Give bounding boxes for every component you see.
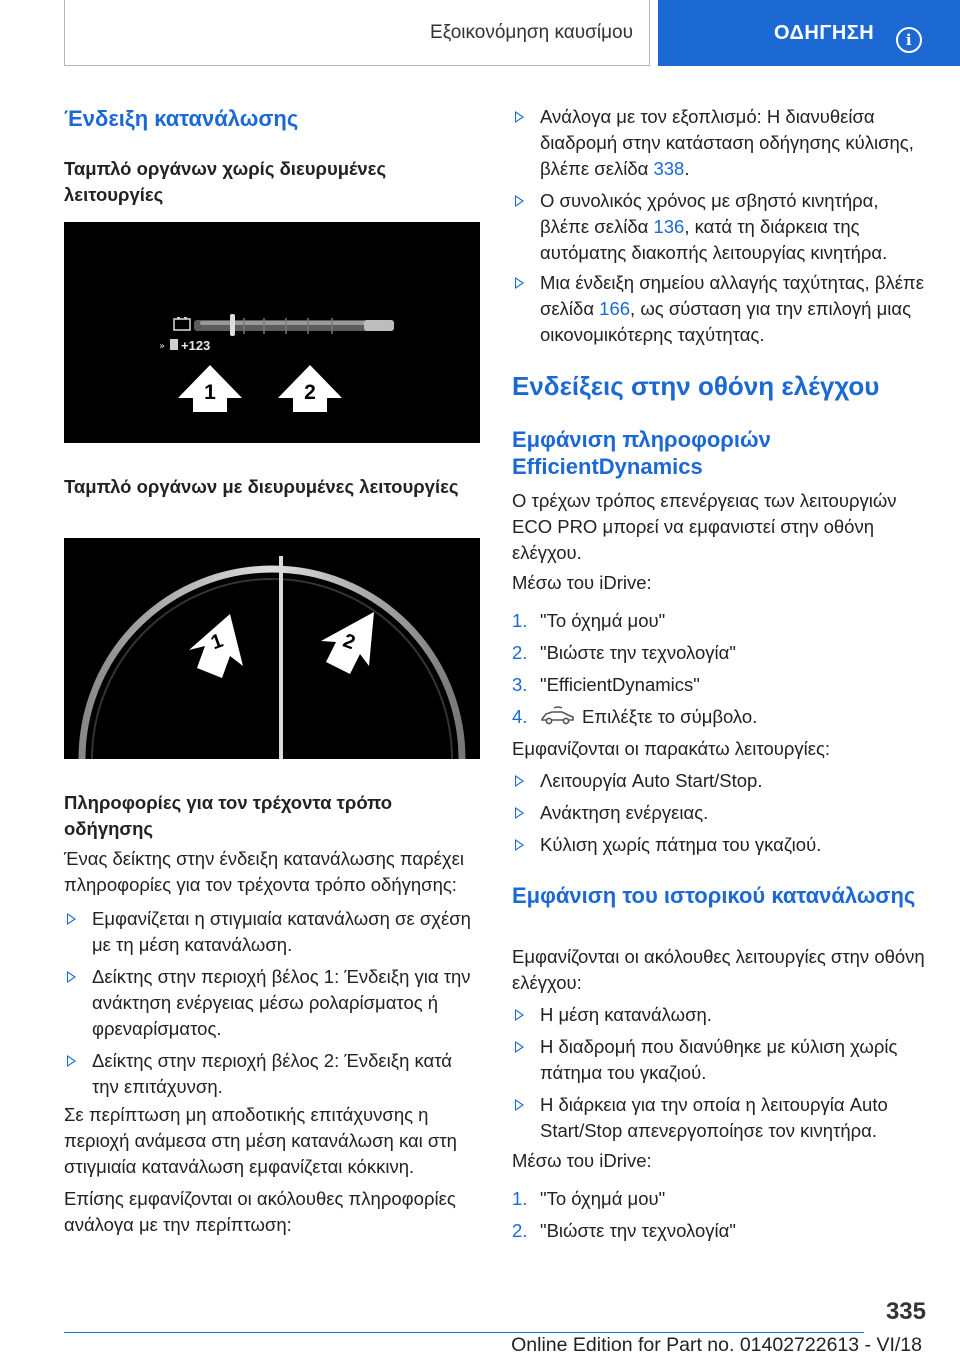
info-icon[interactable]: i — [896, 27, 922, 53]
gauge-pointer — [230, 314, 235, 336]
bullet-triangle-icon — [67, 971, 76, 983]
list-item: Ο συνολικός χρόνος με σβηστό κινητήρα, βλέπε σελίδα 136, κατά τη διάρκεια της αυτόματης διακοπής λειτουργίας κινητήρα. — [512, 188, 932, 266]
arrow-2-label: 2 — [304, 381, 316, 404]
list-item: Η διαδρομή που διανύθηκε με κύλιση χωρίς πάτημα του γκαζιού. — [512, 1034, 932, 1086]
list-item: Μια ένδειξη σημείου αλλαγής ταχύτητας, βλέπε σελίδα 166, ως σύσταση για την επιλογή μιας οικονομικότερης ταχύτητας. — [512, 270, 932, 348]
bullet-triangle-icon — [515, 1041, 524, 1053]
list-item: Ανάκτηση ενέργειας. — [512, 800, 932, 826]
via-idrive-2: Μέσω του iDrive: — [512, 1150, 652, 1171]
page-number: 335 — [885, 1298, 926, 1325]
cluster-extended-svg — [64, 538, 480, 759]
arrow-1-label: 1 — [204, 381, 216, 404]
functions-shown: Εμφανίζονται οι παρακάτω λειτουργίες: — [512, 738, 831, 759]
cluster-image-basic — [64, 222, 480, 443]
arrow-1-label-ext: 1 — [208, 629, 226, 655]
battery-icon-tip — [177, 317, 180, 319]
bullet-triangle-icon — [515, 277, 524, 289]
header-section-label: Εξοικονόμηση καυσίμου — [430, 21, 633, 43]
page-link-166[interactable]: 166 — [599, 298, 631, 319]
bullet-triangle-icon — [515, 195, 524, 207]
footer-edition: Online Edition for Part no. 01402722613 - VI/18 — [511, 1334, 922, 1356]
efficient-paragraph: Ο τρέχων τρόπος επενέργειας των λειτουργιών ECO PRO μπορεί να εμφανιστεί στην οθόνη ελέγχου. — [512, 490, 897, 563]
fuel-pump-icon — [170, 339, 178, 350]
list-item: Κύλιση χωρίς πάτημα του γκαζιού. — [512, 832, 932, 858]
car-symbol-icon[interactable] — [540, 706, 576, 726]
battery-icon — [174, 319, 190, 330]
list-item: Δείκτης στην περιοχή βέλος 2: Ένδειξη κατά την επιτάχυνση. — [64, 1048, 480, 1100]
dial-needle — [279, 556, 283, 759]
header-chapter-label: ΟΔΗΓΗΣΗ — [774, 21, 875, 44]
step-item: 1. "Το όχημά μου" — [512, 1188, 666, 1209]
step-item: 1. "Το όχημά μου" — [512, 610, 666, 631]
gauge-bar-highlight — [200, 321, 386, 325]
subheading-driving-mode: Πληροφορίες για τον τρέχοντα τρόπο οδήγησης — [64, 792, 393, 839]
step-item: 3. "EfficientDynamics" — [512, 674, 700, 695]
list-item: Λειτουργία Auto Start/Stop. — [512, 768, 932, 794]
bullet-triangle-icon — [67, 1055, 76, 1067]
heading-efficientdynamics: Εμφάνιση πληροφοριών EfficientDynamics — [512, 427, 771, 479]
cluster-basic-svg — [64, 222, 480, 443]
list-item: Δείκτης στην περιοχή βέλος 1: Ένδειξη για την ανάκτηση ενέργειας μέσω ρολαρίσματος ή φρεναρίσματος. — [64, 964, 480, 1042]
bullet-triangle-icon — [67, 913, 76, 925]
cluster-image-extended — [64, 538, 480, 759]
bullet-triangle-icon — [515, 1009, 524, 1021]
dial-ring — [82, 569, 462, 759]
list-item: Εμφανίζεται η στιγμιαία κατανάλωση σε σχέση με τη μέση κατανάλωση. — [64, 906, 480, 958]
bullet-triangle-icon — [515, 839, 524, 851]
header-section — [64, 0, 650, 66]
heading-control-display: Ενδείξεις στην οθόνη ελέγχου — [512, 371, 880, 401]
intro-paragraph: Ένας δείκτης στην ένδειξη κατανάλωσης παρέχει πληροφορίες για τον τρέχοντα τρόπο οδήγησης: — [64, 848, 464, 895]
via-idrive-1: Μέσω του iDrive: — [512, 572, 652, 593]
bullet-triangle-icon — [515, 807, 524, 819]
range-value: +123 — [181, 338, 211, 353]
page-link-136[interactable]: 136 — [653, 216, 685, 237]
list-item: Η διάρκεια για την οποία η λειτουργία Auto Start/Stop απενεργοποίησε τον κινητήρα. — [512, 1092, 932, 1144]
header-chapter[interactable] — [658, 0, 960, 66]
page-link-338[interactable]: 338 — [653, 158, 685, 179]
step-item: 2. "Βιώστε την τεχνολογία" — [512, 1220, 736, 1241]
step-item: 4. Επιλέξτε το σύμβολο. — [512, 706, 758, 727]
arrow-2-label-ext: 2 — [340, 629, 358, 655]
gauge-bar-right — [364, 320, 394, 331]
list-item: Η μέση κατανάλωση. — [512, 1002, 932, 1028]
history-paragraph: Εμφανίζονται οι ακόλουθες λειτουργίες στην οθόνη ελέγχου: — [512, 946, 925, 993]
dial-ring-inner — [92, 579, 452, 759]
heading-consumption-history: Εμφάνιση του ιστορικού κατανάλωσης — [512, 883, 916, 908]
subheading-no-extended: Ταμπλό οργάνων χωρίς διευρυμένες λειτουργίες — [64, 158, 387, 205]
bullet-triangle-icon — [515, 111, 524, 123]
paragraph-inefficient: Σε περίπτωση μη αποδοτικής επιτάχυνσης η περιοχή ανάμεσα στη μέση κατανάλωση και στη στιγμιαία κατανάλωση εμφανίζεται κόκκινη. — [64, 1104, 457, 1177]
bullet-triangle-icon — [515, 1099, 524, 1111]
subheading-extended: Ταμπλό οργάνων με διευρυμένες λειτουργίες — [64, 476, 459, 497]
footer-divider — [64, 1332, 864, 1333]
paragraph-additional: Επίσης εμφανίζονται οι ακόλουθες πληροφορίες ανάλογα με την περίπτωση: — [64, 1188, 456, 1235]
section-title: Ένδειξη κατανάλωσης — [64, 106, 299, 131]
bullet-triangle-icon — [515, 775, 524, 787]
range-arrows-icon: » — [159, 341, 166, 352]
battery-icon-tip — [184, 317, 187, 319]
list-item: Ανάλογα με τον εξοπλισμό: Η διανυθείσα διαδρομή στην κατάσταση οδήγησης κύλισης, βλέπε σελίδα 338. — [512, 104, 932, 182]
step-item: 2. "Βιώστε την τεχνολογία" — [512, 642, 736, 663]
